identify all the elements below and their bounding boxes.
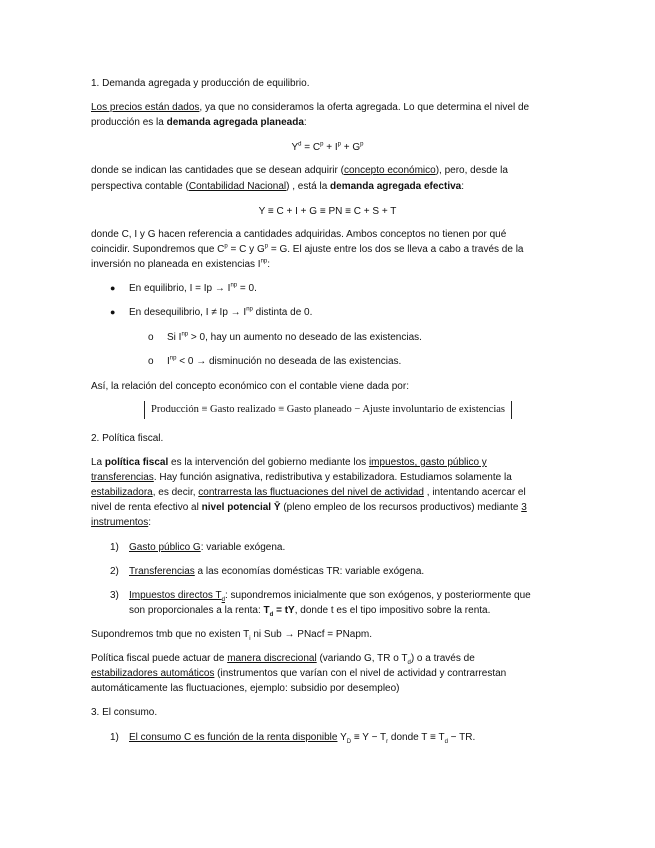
- list-item: En equilibrio, $I = Ip \to I^{np} = 0$.: [129, 282, 257, 294]
- paragraph-line: automáticamente las fluctuaciones, ejemplo: subsidio por desempleo): [91, 683, 400, 694]
- paragraph-line: La política fiscal es la intervención del gobierno mediante los impuestos, gasto público y: [91, 457, 487, 468]
- list-item: El consumo C es función de la renta disponible $Y_D \equiv Y - T_r$ donde $T \equiv T_d$ − TR.: [129, 732, 476, 745]
- paragraph-line: instrumentos:: [91, 517, 152, 528]
- paragraph-line: Supondremos tmb que no existen $T_i$ ni Sub → PNacf = PNapm.: [91, 629, 373, 642]
- paragraph-line: donde se indican las cantidades que se desean adquirir (concepto económico), pero, desde la: [91, 165, 508, 176]
- section-title-1: 1. Demanda agregada y producción de equilibrio.: [91, 78, 310, 89]
- list-number: 1): [110, 732, 119, 743]
- section-title-3: 3. El consumo.: [91, 707, 158, 718]
- paragraph-line: Así, la relación del concepto económico con el contable viene dada por:: [91, 381, 409, 392]
- bullet-icon: ●: [110, 307, 116, 317]
- equation-demand-planned: $Y^d = C^p + I^p + G^p$: [291, 141, 364, 153]
- paragraph-line: perspectiva contable (Contabilidad Nacional) , está la demanda agregada efectiva:: [91, 181, 464, 192]
- sub-list-item: Si $I^{np} > 0$, hay un aumento no deseado de las existencias.: [167, 331, 422, 343]
- list-item: Impuestos directos $T_d$: supondremos inicialmente que son exógenos, y posteriormente que: [129, 590, 531, 603]
- list-number: 3): [110, 590, 119, 601]
- list-item-continuation: son proporcionales a la renta: $T_d$ = tY, donde t es el tipo impositivo sobre la renta.: [129, 605, 491, 618]
- bullet-icon: ●: [110, 283, 116, 293]
- paragraph-line: donde C, I y G hacen referencia a cantidades adquiridas. Ambos conceptos no tienen por qué: [91, 229, 507, 240]
- paragraph-line: estabilizadora, es decir, contrarresta las fluctuaciones del nivel de actividad , intentando acercar el: [91, 487, 526, 498]
- boxed-identity: Producción ≡ Gasto realizado ≡ Gasto planeado − Ajuste involuntario de existencias: [144, 401, 512, 419]
- list-number: 1): [110, 542, 119, 553]
- paragraph-line: coincidir. Supondremos que $C^p = C$ y $G^p = G$. El ajuste entre los dos se lleva a cabo a través de la: [91, 243, 524, 255]
- list-item: Gasto público G: variable exógena.: [129, 542, 286, 553]
- paragraph-line: transferencias. Hay función asignativa, redistributiva y estabilizadora. Estudiamos solamente la: [91, 472, 512, 483]
- paragraph-line: estabilizadores automáticos (instrumentos que varían con el nivel de actividad y contrarrestan: [91, 668, 507, 679]
- sub-list-item: $I^{np} < 0$ → disminución no deseada de las existencias.: [167, 355, 402, 367]
- paragraph-line: Los precios están dados, ya que no consideramos la oferta agregada. Lo que determina el nivel de: [91, 102, 530, 113]
- sub-bullet-icon: o: [148, 356, 154, 367]
- equation-demand-effective: Y ≡ C + I + G ≡ PN ≡ C + S + T: [258, 206, 397, 217]
- paragraph-line: producción es la demanda agregada planeada:: [91, 117, 307, 128]
- paragraph-line: inversión no planeada en existencias $I^{np}$:: [91, 258, 271, 270]
- section-title-2: 2. Política fiscal.: [91, 433, 164, 444]
- list-item: En desequilibrio, $I \ne Ip \to I^{np}$ distinta de 0.: [129, 306, 313, 318]
- sub-bullet-icon: o: [148, 332, 154, 343]
- list-item: Transferencias a las economías domésticas TR: variable exógena.: [129, 566, 425, 577]
- list-number: 2): [110, 566, 119, 577]
- paragraph-line: Política fiscal puede actuar de manera discrecional (variando G, TR o $T_d$) o a través de: [91, 653, 475, 666]
- paragraph-line: nivel de renta efectivo al nivel potencial Ȳ (pleno empleo de los recursos productivos) mediante 3: [91, 502, 527, 513]
